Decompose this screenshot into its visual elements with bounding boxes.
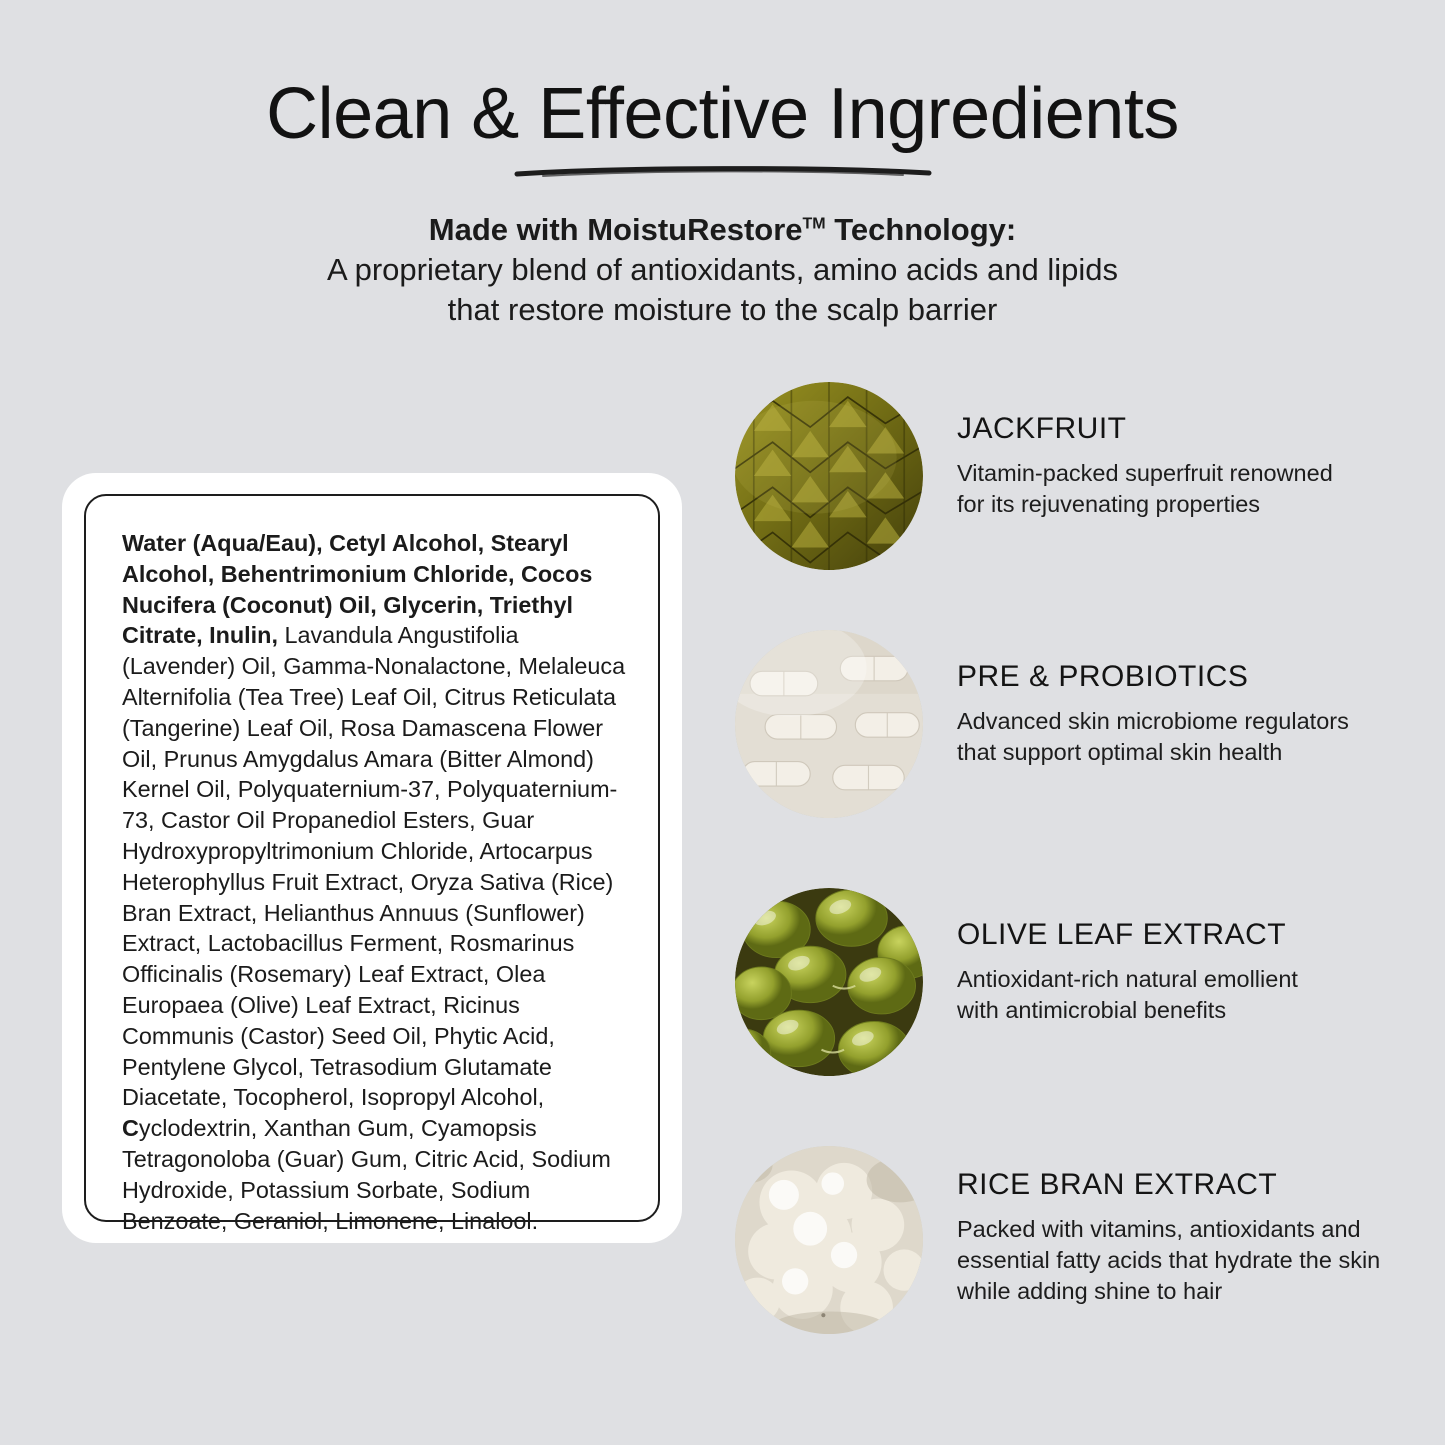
benefit-item-jackfruit: [735, 382, 1405, 570]
page-title: Clean & Effective Ingredients: [266, 74, 1179, 154]
technology-line: [0, 210, 1445, 250]
benefit-description: [957, 964, 1298, 1026]
benefit-text-probiotics: [957, 630, 1349, 768]
benefit-desc-line-2: for its rejuvenating properties: [957, 491, 1261, 517]
benefit-title: OLIVE LEAF EXTRACT: [957, 918, 1287, 951]
benefit-text-olive: [957, 888, 1298, 1026]
technology-tail: Technology:: [825, 212, 1017, 247]
benefit-item-ricebran: [735, 1146, 1405, 1334]
benefit-title: PRE & PROBIOTICS: [957, 660, 1249, 693]
benefit-desc-line-1: Antioxidant-rich natural emollient: [957, 966, 1298, 992]
benefit-desc-line-1: Advanced skin microbiome regulators: [957, 708, 1349, 734]
benefit-item-olive: [735, 888, 1405, 1076]
ingredients-bold-c: C: [122, 1115, 139, 1142]
benefit-title: RICE BRAN EXTRACT: [957, 1168, 1278, 1201]
benefit-description: [957, 458, 1333, 520]
subtitle-line-2: that restore moisture to the scalp barrier: [447, 291, 998, 327]
benefit-description: [957, 1214, 1380, 1307]
ingredients-list: [122, 528, 632, 1236]
benefit-desc-line-2: that support optimal skin health: [957, 739, 1283, 765]
benefit-desc-line-1: Vitamin-packed superfruit renowned: [957, 460, 1333, 486]
ingredients-bold-part: Water (Aqua/Eau), Cetyl Alcohol, Stearyl Alcohol, Behentrimonium Chloride, Cocos Nucifera (Coconut) Oil, Glycerin, Triethyl Citrate, Inulin,: [122, 530, 593, 649]
title-underline-stroke: [513, 166, 933, 176]
benefit-desc-line-1: Packed with vitamins, antioxidants and: [957, 1216, 1361, 1242]
benefit-desc-line-3: while adding shine to hair: [957, 1278, 1223, 1304]
benefit-desc-line-2: with antimicrobial benefits: [957, 997, 1227, 1023]
subtitle-block: [0, 210, 1445, 330]
technology-name: Made with MoistuRestore: [428, 212, 803, 247]
benefit-text-ricebran: [957, 1146, 1380, 1307]
olives-icon: [735, 888, 923, 1076]
benefit-item-probiotics: [735, 630, 1405, 818]
benefit-title: JACKFRUIT: [957, 412, 1127, 445]
ingredients-card: [62, 473, 682, 1243]
trademark-mark: TM: [802, 215, 826, 233]
ingredients-rest-part-1: Lavandula Angustifolia (Lavender) Oil, Gamma-Nonalactone, Melaleuca Alternifolia (Tea Tree) Leaf Oil, Citrus Reticulata (Tangerine) Leaf Oil, Rosa Damascena Flower Oil, Prunus Amygdalus Amara (Bitter Almond) Kernel Oil, Polyquaternium-37, Polyquaternium-73, Castor Oil Propanediol Esters, Guar Hydroxypropyltrimonium Chloride, Artocarpus Heterophyllus Fruit Extract, Oryza Sativa (Rice) Bran Extract, Helianthus Annuus (Sunflower) Extract, Lactobacillus Ferment, Rosmarinus Officinalis (Rosemary) Leaf Extract, Olea Europaea (Olive) Leaf Extract, Ricinus Communis (Castor) Seed Oil, Phytic Acid, Pentylene Glycol, Tetrasodium Glutamate Diacetate, Tocopherol, Isopropyl Alcohol,: [122, 622, 626, 1111]
header: [0, 74, 1445, 330]
rice-bran-powder-icon: [735, 1146, 923, 1334]
benefit-desc-line-2: essential fatty acids that hydrate the skin: [957, 1247, 1381, 1273]
ingredients-card-border: [84, 494, 660, 1234]
jackfruit-icon: [735, 382, 923, 570]
ingredients-rest-part-2: yclodextrin, Xanthan Gum, Cyamopsis Tetragonoloba (Guar) Gum, Citric Acid, Sodium Hydroxide, Potassium Sorbate, Sodium Benzoate, Geraniol, Limonene, Linalool.: [122, 1115, 611, 1234]
subtitle-line-1: A proprietary blend of antioxidants, amino acids and lipids: [327, 252, 1118, 288]
benefit-description: [957, 706, 1349, 768]
probiotic-capsules-icon: [735, 630, 923, 818]
benefit-text-jackfruit: [957, 382, 1333, 520]
